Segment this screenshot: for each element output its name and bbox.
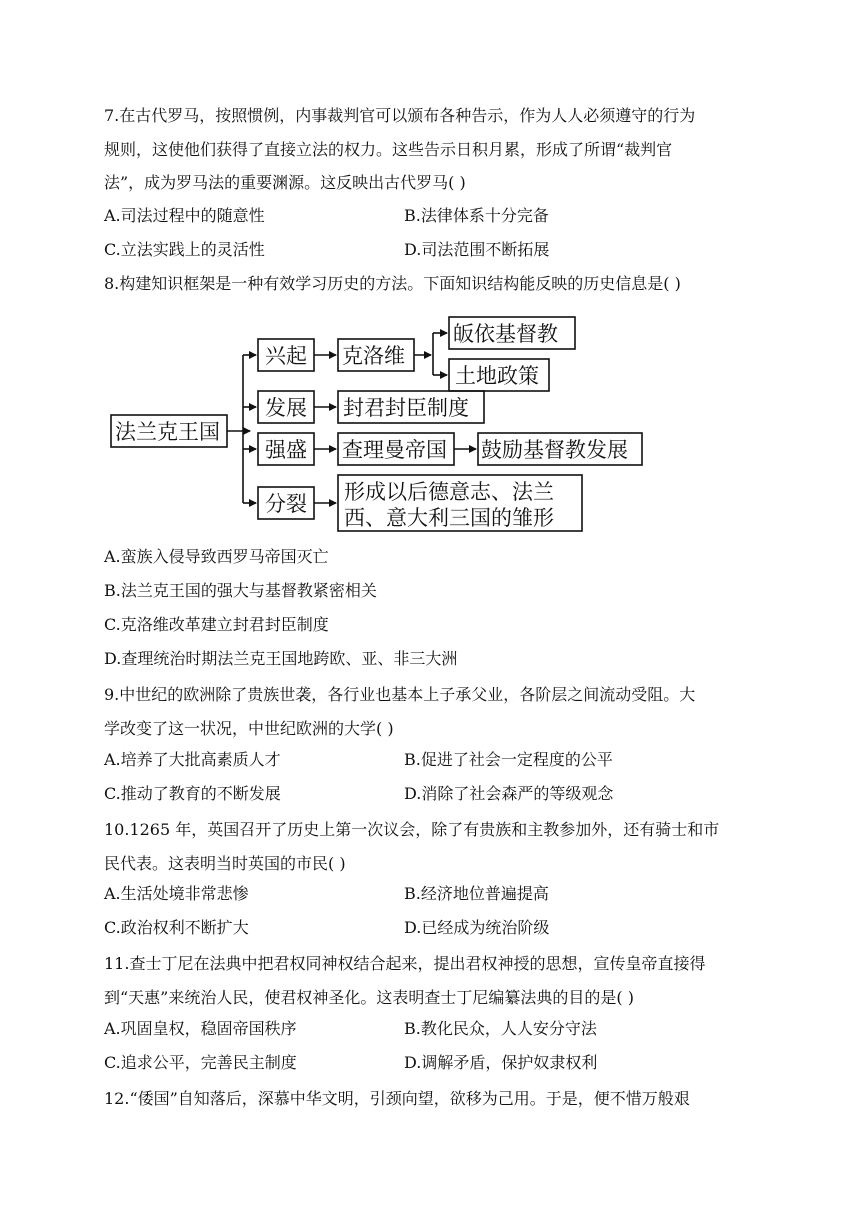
q11-line-2: 到“天惠”来统治人民，使君权神圣化。这表明查士丁尼编纂法典的目的是( ) — [104, 987, 634, 1007]
label-convert-christianity: 皈依基督教 — [453, 322, 558, 346]
q7-option-a[interactable]: A.司法过程中的随意性 — [104, 206, 265, 225]
label-prosperity: 强盛 — [265, 438, 307, 462]
q8-option-d[interactable]: D.查理统治时期法兰克王国地跨欧、亚、非三大洲 — [104, 649, 458, 668]
label-formation-line-2: 西、意大利三国的雏形 — [344, 506, 554, 530]
label-carolingian-empire: 查理曼帝国 — [342, 438, 447, 462]
q11-option-b[interactable]: B.教化民众，人人安分守法 — [404, 1019, 597, 1038]
label-encourage-christianity: 鼓励基督教发展 — [481, 438, 628, 462]
q7-option-c[interactable]: C.立法实践上的灵活性 — [104, 240, 265, 259]
question-8-stem: 8.构建知识框架是一种有效学习历史的方法。下面知识结构能反映的历史信息是( ) — [104, 274, 681, 293]
question-9-stem — [104, 678, 764, 745]
q10-option-c[interactable]: C.政治权利不断扩大 — [104, 918, 249, 937]
q8-option-b[interactable]: B.法兰克王国的强大与基督教紧密相关 — [104, 581, 377, 600]
knowledge-framework-diagram — [109, 315, 649, 535]
label-division: 分裂 — [265, 492, 307, 516]
q9-option-b[interactable]: B.促进了社会一定程度的公平 — [404, 750, 613, 769]
label-land-policy: 土地政策 — [455, 364, 539, 388]
label-rise: 兴起 — [265, 344, 307, 368]
q10-line-1: 10.1265 年，英国召开了历史上第一次议会，除了有贵族和主教参加外，还有骑士和市 — [104, 820, 720, 839]
q7-line-2: 规则，这使他们获得了直接立法的权力。这些告示日积月累，形成了所谓“裁判官 — [104, 139, 673, 159]
question-11-stem — [104, 947, 764, 1014]
label-clovis: 克洛维 — [342, 344, 405, 368]
question-7-stem — [104, 99, 764, 200]
q10-option-b[interactable]: B.经济地位普遍提高 — [404, 884, 549, 903]
q7-line-1: 7.在古代罗马，按照惯例，内事裁判官可以颁布各种告示，作为人人必须遵守的行为 — [104, 106, 696, 125]
q11-line-1: 11.查士丁尼在法典中把君权同神权结合起来，提出君权神授的思想，宣传皇帝直接得 — [104, 954, 706, 973]
question-12-stem — [104, 1082, 764, 1116]
question-10-stem — [104, 813, 764, 880]
q11-option-c[interactable]: C.追求公平，完善民主制度 — [104, 1053, 297, 1072]
q11-option-a[interactable]: A.巩固皇权，稳固帝国秩序 — [104, 1019, 297, 1038]
q8-option-c[interactable]: C.克洛维改革建立封君封臣制度 — [104, 615, 329, 634]
q9-option-d[interactable]: D.消除了社会森严的等级观念 — [404, 784, 614, 803]
q7-option-b[interactable]: B.法律体系十分完备 — [404, 206, 549, 225]
q7-option-d[interactable]: D.司法范围不断拓展 — [404, 240, 550, 259]
q10-line-2: 民代表。这表明当时英国的市民( ) — [104, 853, 346, 873]
q9-line-1: 9.中世纪的欧洲除了贵族世袭，各行业也基本上子承父业，各阶层之间流动受阻。大 — [104, 685, 696, 704]
q8-option-a[interactable]: A.蛮族入侵导致西罗马帝国灭亡 — [104, 547, 329, 566]
q10-option-d[interactable]: D.已经成为统治阶级 — [404, 918, 550, 937]
q11-option-d[interactable]: D.调解矛盾，保护奴隶权利 — [404, 1053, 598, 1072]
q12-line-1: 12.“倭国”自知落后，深慕中华文明，引颈向望，欲移为己用。于是，便不惜万般艰 — [104, 1089, 690, 1108]
label-frankish-kingdom: 法兰克王国 — [115, 420, 220, 444]
label-feudal-system: 封君封臣制度 — [343, 396, 469, 420]
q9-option-a[interactable]: A.培养了大批高素质人才 — [104, 750, 281, 769]
q9-option-c[interactable]: C.推动了教育的不断发展 — [104, 784, 281, 803]
label-development: 发展 — [265, 396, 307, 420]
q7-line-3: 法”，成为罗马法的重要渊源。这反映出古代罗马( ) — [104, 173, 466, 193]
q10-option-a[interactable]: A.生活处境非常悲惨 — [104, 884, 249, 903]
label-formation-line-1: 形成以后德意志、法兰 — [344, 480, 554, 504]
q9-line-2: 学改变了这一状况，中世纪欧洲的大学( ) — [104, 718, 394, 738]
